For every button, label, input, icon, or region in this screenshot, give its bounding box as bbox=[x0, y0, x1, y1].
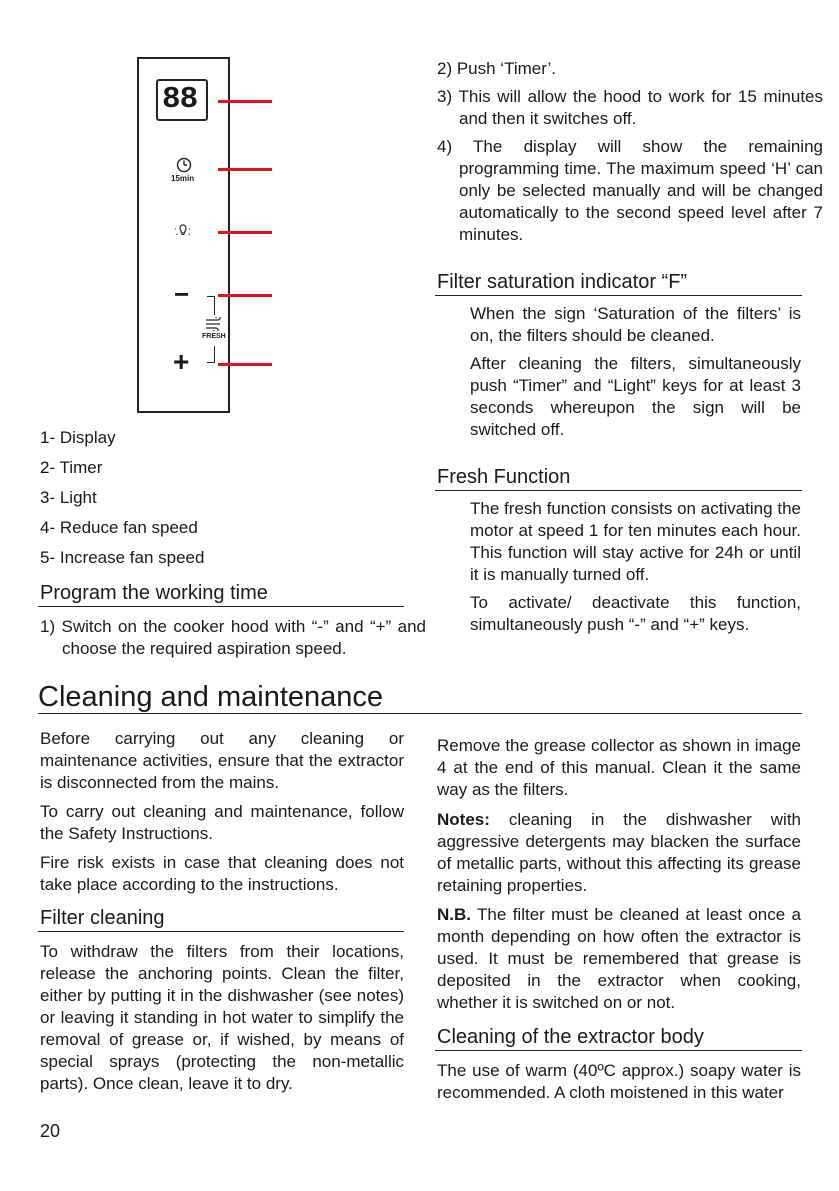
program-step-4: 4) The display will show the remaining programming time. The maximum speed ‘H’ can only be selected manually and will be changed automatically to the second speed level after 7 minutes. bbox=[437, 137, 823, 244]
notes-paragraph bbox=[437, 809, 801, 897]
callout-line-4 bbox=[218, 294, 272, 297]
callout-line-3 bbox=[218, 231, 272, 234]
legend-item: 4- Reduce fan speed bbox=[40, 518, 198, 537]
program-rule bbox=[38, 606, 404, 607]
fresh-air-icon bbox=[204, 317, 224, 331]
program-step-3: 3) This will allow the hood to work for 15 minutes and then it switches off. bbox=[437, 87, 823, 128]
timer-button[interactable] bbox=[169, 157, 199, 187]
callout-line-2 bbox=[218, 168, 272, 171]
increase-fan-speed-button[interactable]: + bbox=[173, 346, 190, 377]
fresh-label: FRESH bbox=[202, 333, 226, 340]
filter-cleaning-heading: Filter cleaning bbox=[40, 907, 165, 929]
nb-label: N.B. bbox=[437, 905, 471, 924]
extractor-body-rule bbox=[435, 1050, 802, 1051]
grease-collector-text: Remove the grease collector as shown in image 4 at the end of this manual. Clean it the same way as the filters. bbox=[437, 736, 801, 799]
filter-cleaning-p1: To withdraw the filters from their locations, release the anchoring points. Clean the filter, either by putting it in the dishwasher (see notes) or leaving it standing in hot water to simplify the removal of grease or, if wished, by means of special sprays (protecting the non-metallic parts). Once clean, leave it to dry. bbox=[40, 942, 404, 1093]
legend-item: 5- Increase fan speed bbox=[40, 548, 205, 567]
nb-paragraph bbox=[437, 904, 801, 1014]
filter-saturation-rule bbox=[435, 295, 802, 296]
legend-item: 3- Light bbox=[40, 488, 97, 507]
nb-text: The filter must be cleaned at least once a month depending on how often the extractor is used. It must be remembered that grease is deposited in the extractor when cooking, whether it is switched on or not. bbox=[437, 905, 801, 1012]
page-number: 20 bbox=[40, 1121, 61, 1141]
program-step-2: 2) Push ‘Timer’. bbox=[437, 59, 557, 78]
fresh-rule bbox=[435, 490, 802, 491]
legend bbox=[40, 427, 340, 569]
extractor-body-heading: Cleaning of the extractor body bbox=[437, 1026, 704, 1048]
clock-icon bbox=[176, 157, 192, 173]
program-heading: Program the working time bbox=[40, 582, 268, 604]
notes-text: cleaning in the dishwasher with aggressive detergents may blacken the surface of metallic parts, without this affecting its grease retaining properties. bbox=[437, 810, 801, 895]
cleaning-heading: Cleaning and maintenance bbox=[38, 681, 384, 713]
cleaning-p2: To carry out cleaning and maintenance, follow the Safety Instructions. bbox=[40, 802, 404, 843]
cleaning-rule bbox=[38, 713, 802, 714]
fresh-indicator bbox=[201, 317, 227, 343]
bracket-top bbox=[207, 296, 215, 315]
filter-saturation-heading: Filter saturation indicator “F” bbox=[437, 271, 688, 293]
control-panel-figure bbox=[137, 57, 230, 413]
display bbox=[156, 79, 208, 121]
filter-cleaning-rule bbox=[38, 931, 404, 932]
display-digits: 88 bbox=[162, 82, 198, 117]
program-step-1: 1) Switch on the cooker hood with “-” and “+” and choose the required aspiration speed. bbox=[40, 617, 426, 658]
notes-label: Notes: bbox=[437, 810, 490, 829]
legend-item: 1- Display bbox=[40, 428, 116, 447]
fresh-p2: To activate/ deactivate this function, simultaneously push “-” and “+” keys. bbox=[470, 593, 801, 634]
cleaning-p3: Fire risk exists in case that cleaning does not take place according to the instructions. bbox=[40, 853, 404, 894]
fresh-heading: Fresh Function bbox=[437, 466, 571, 488]
bulb-icon bbox=[173, 221, 193, 241]
light-button[interactable] bbox=[173, 221, 195, 243]
reduce-fan-speed-button[interactable]: − bbox=[174, 279, 190, 309]
timer-label: 15min bbox=[171, 174, 195, 183]
extractor-body-p1: The use of warm (40ºC approx.) soapy water is recommended. A cloth moistened in this water bbox=[437, 1061, 801, 1102]
filter-saturation-p2: After cleaning the filters, simultaneously push “Timer” and “Light” keys for at least 3 seconds whereupon the sign will be switched off. bbox=[470, 354, 801, 439]
callout-line-5 bbox=[218, 363, 272, 366]
cleaning-p1: Before carrying out any cleaning or maintenance activities, ensure that the extractor is disconnected from the mains. bbox=[40, 729, 404, 792]
fresh-p1: The fresh function consists on activating the motor at speed 1 for ten minutes each hour. This function will stay active for 24h or until it is manually turned off. bbox=[470, 499, 801, 584]
callout-line-1 bbox=[218, 100, 272, 103]
legend-item: 2- Timer bbox=[40, 458, 103, 477]
bracket-bottom bbox=[207, 346, 215, 363]
filter-saturation-p1: When the sign ‘Saturation of the filters’ is on, the filters should be cleaned. bbox=[470, 304, 801, 345]
